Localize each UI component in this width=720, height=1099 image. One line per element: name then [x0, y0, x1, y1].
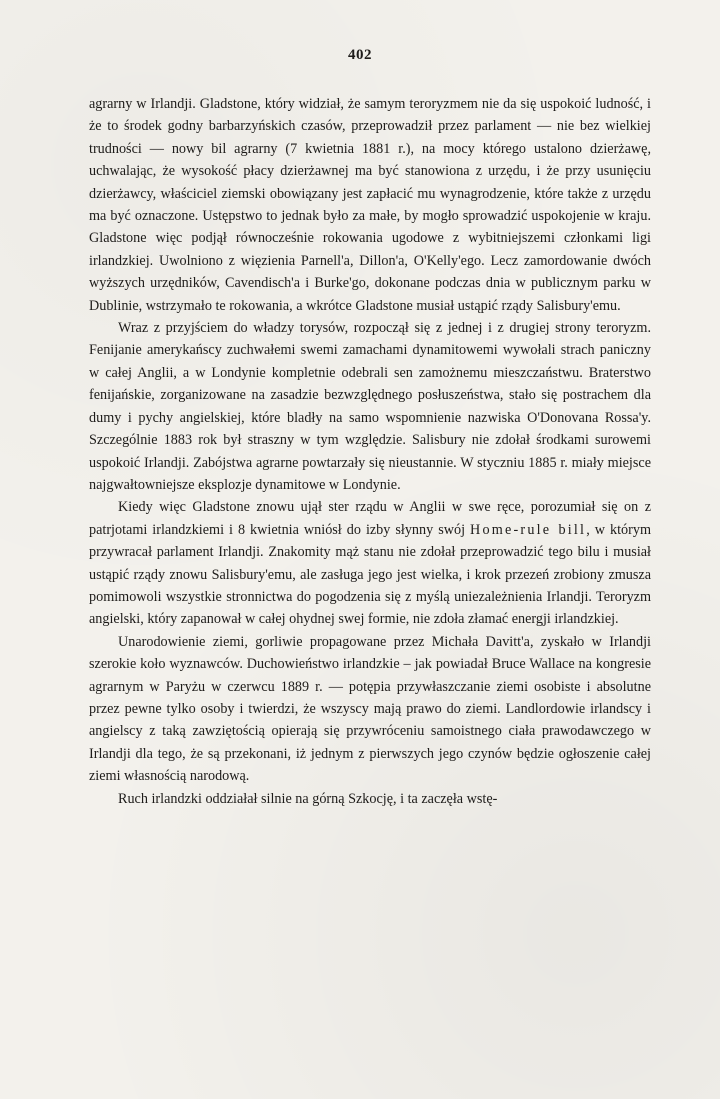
- paragraph-5: Ruch irlandzki oddziałał silnie na górną Szkocję, i ta zaczęła wstę-: [118, 790, 498, 807]
- paragraph-3: [89, 496, 651, 630]
- home-rule-bill-term: Home-rule bill: [470, 521, 587, 538]
- paragraph-4: Unarodowienie ziemi, gorliwie propagowane przez Michała Davitt'a, zyskało w Irlandji szerokie koło wyznawców. Duchowieństwo irlandzkie – jak powiadał Bruce Wallace na kongresie agrarnym w Paryżu w czerwcu 1889 r. — potępia przywłaszczanie ziemi osobiste i absolutne przez pewne tylko osoby i twierdzi, że wszyscy mają prawo do ziemi. Landlordowie irlandscy i angielscy z taką zawziętością opierają się przywróceniu samoistnego ciała prawodawczego w Irlandji dla tego, że są przekonani, iż jednym z pierwszych jego czynów będzie ogłoszenie całej ziemi własnością narodową.: [89, 633, 651, 785]
- page-number: 402: [348, 47, 372, 63]
- body-text: [89, 93, 651, 810]
- paragraph-2: Wraz z przyjściem do władzy torysów, rozpoczął się z jednej i z drugiej strony teroryzm. Fenijanie amerykańscy zuchwałemi swemi zamachami dynamitowemi wywołali strach paniczny w całej Anglii, a w Londynie kompletnie odebrali sen zamożnemu mieszczaństwu. Braterstwo fenijańskie, zorganizowane na zasadzie bezwzględnego posłuszeństwa, stało się postrachem dla dumy i pychy angielskiej, które bladły na samo wspomnienie nazwiska O'Donovana Rossa'y. Szczególnie 1883 rok był straszny w tym względzie. Salisbury nie zdołał środkami surowemi uspokoić Irlandji. Zabójstwa agrarne powtarzały się nieustannie. W styczniu 1885 r. miały miejsce najgwałtowniejsze eksplozje dynamitowe w Londynie.: [89, 320, 651, 493]
- paragraph-3-start: Kiedy więc Gladstone znowu ujął ster rządu w Anglii w swe ręce, porozumiał się on z patrjotami irlandzkiemi i 8 kwietnia wniósł do izby słynny swój: [89, 499, 651, 538]
- paragraph-3-end: , w którym przywracał parlament Irlandji. Znakomity mąż stanu nie zdołał przeprowadzić tego bilu i musiał ustąpić rządy znowu Salisbury'emu, ale zasługa jego jest wielka, i krok przezeń zrobiony zmusza pomimowoli wszystkie stronnictwa do pogodzenia się z myślą uniezależnienia Irlandji. Teroryzm angielski, który zapanował w całej ohydnej swej formie, nie zdoła złamać energji irlandzkiej.: [89, 521, 651, 628]
- paragraph-1: agrarny w Irlandji. Gladstone, który widział, że samym teroryzmem nie da się uspokoić ludność, i że to środek godny barbarzyńskich czasów, przeprowadził przez parlament — nie bez wielkiej trudności — nowy bil agrarny (7 kwietnia 1881 r.), na mocy którego ustalono dzierżawę, uchwalając, że wysokość płacy dzierżawnej ma być stanowiona z urzędu, i że przy usunięciu dzierżawcy, właściciel ziemski obowiązany jest zapłacić mu wynagrodzenie, które także z urzędu ma być oznaczone. Ustępstwo to jednak było za małe, by mogło sprowadzić uspokojenie w kraju. Gladstone więc podjął równocześnie rokowania ugodowe z wybitniejszemi członkami ligi irlandzkiej. Uwolniono z więzienia Parnell'a, Dillon'a, O'Kelly'ego. Lecz zamordowanie dwóch wyższych urzędników, Cavendisch'a i Burke'go, dokonane podczas dnia w publicznym parku w Dublinie, wstrzymało te rokowania, a wkrótce Gladstone musiał ustąpić rządy Salisbury'emu.: [89, 96, 651, 314]
